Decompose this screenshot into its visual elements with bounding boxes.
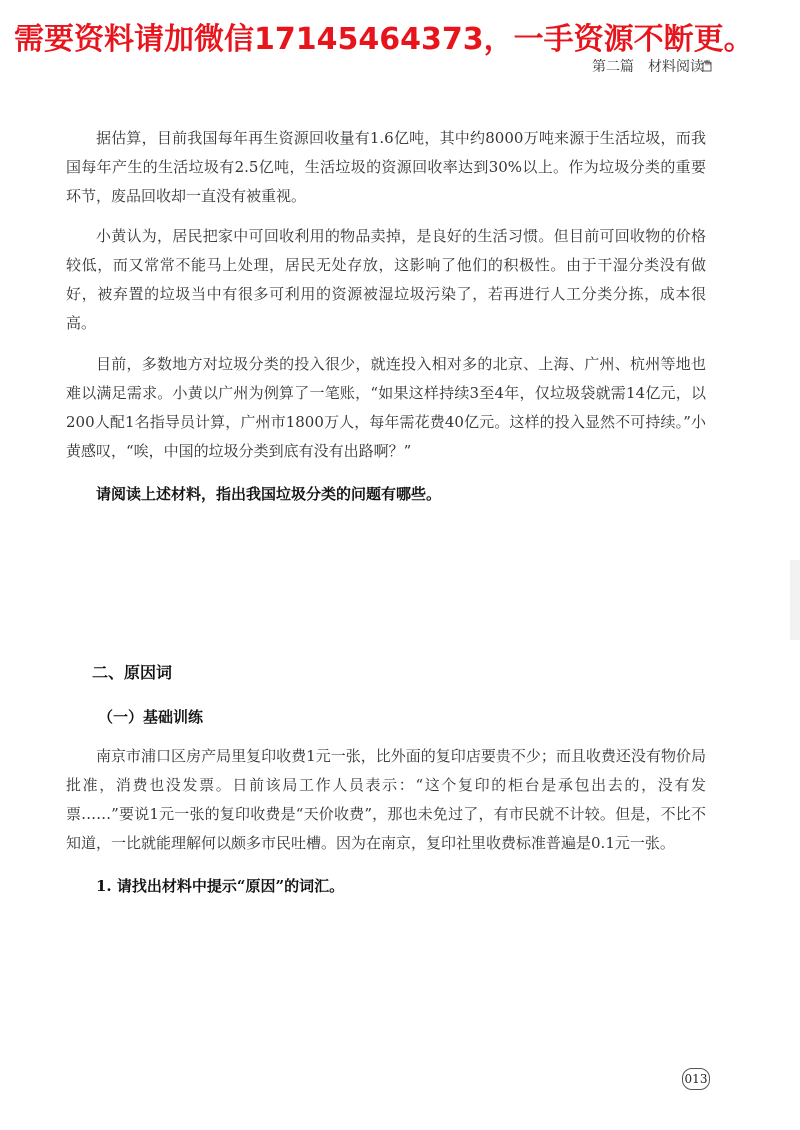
paragraph-4: 南京市浦口区房产局里复印收费1元一张，比外面的复印店要贵不少；而且收费还没有物价局批准，消费也没发票。日前该局工作人员表示：“这个复印的柜台是承包出去的，没有发票……”要说1元一张的复印收费是“天价收费”，那也未免过了，有市民就不计较。但是，不比不知道，一比就能理解何以颇多市民吐槽。因为在南京，复印社里收费标准普遍是0.1元一张。 [66,747,706,852]
paragraph-1: 据估算，目前我国每年再生资源回收量有1.6亿吨，其中约8000万吨来源于生活垃圾，而我国每年产生的生活垃圾有2.5亿吨，生活垃圾的资源回收率达到30%以上。作为垃圾分类的重要环节，废品回收却一直没有被重视。 [66,129,706,205]
paragraph-3: 目前，多数地方对垃圾分类的投入很少，就连投入相对多的北京、上海、广州、杭州等地也难以满足需求。小黄以广州为例算了一笔账，“如果这样持续3至4年，仅垃圾袋就需14亿元，以200人配1名指导员计算，广州市1800万人，每年需花费40亿元。这样的投入显然不可持续。”小黄感叹，“唉，中国的垃圾分类到底有没有出路啊？” [66,355,706,460]
section-heading: 二、原因词 [92,663,173,682]
subsection-heading: （一）基础训练 [98,708,204,726]
page-edge-shadow [790,560,800,640]
running-head: 第二篇 材料阅读 [592,59,704,75]
hand-icon [700,58,714,72]
page-number: 013 [682,1068,710,1090]
watermark-banner: 需要资料请加微信17145464373，一手资源不断更。 [14,22,754,57]
question-1: 请阅读上述材料，指出我国垃圾分类的问题有哪些。 [96,485,442,503]
question-2: 1. 请找出材料中提示“原因”的词汇。 [96,877,345,895]
paragraph-2: 小黄认为，居民把家中可回收利用的物品卖掉，是良好的生活习惯。但目前可回收物的价格较低，而又常常不能马上处理，居民无处存放，这影响了他们的积极性。由于干湿分类没有做好，被弃置的垃圾当中有很多可利用的资源被湿垃圾污染了，若再进行人工分类分拣，成本很高。 [66,227,706,332]
